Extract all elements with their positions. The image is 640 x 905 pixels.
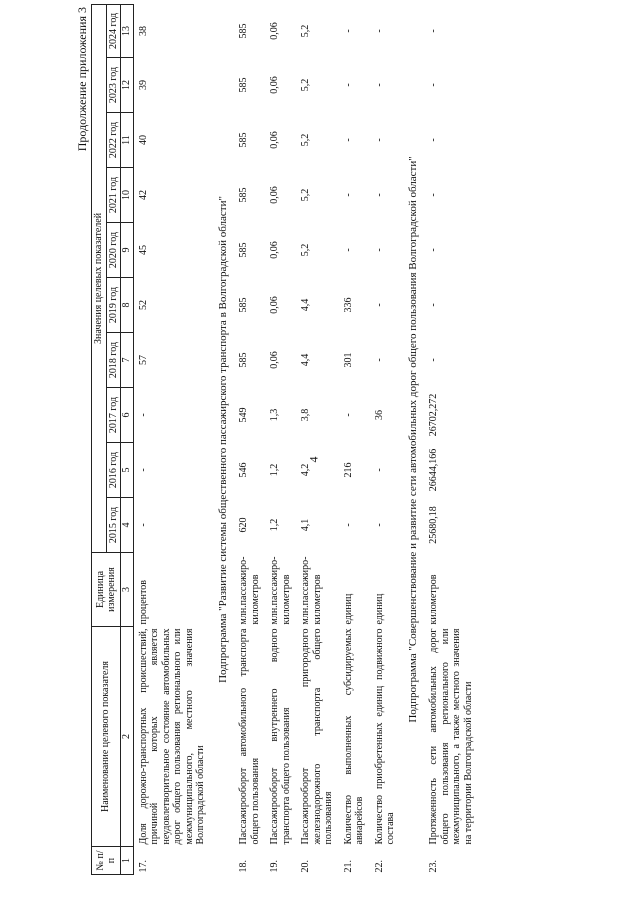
row-number: 22.	[373, 860, 385, 873]
value-cell: -	[373, 83, 385, 87]
value-cell: -	[428, 248, 440, 252]
value-cell: 585	[238, 132, 250, 148]
value-cell: 4,4	[300, 298, 312, 312]
value-cell: 1,2	[269, 518, 281, 532]
value-cell: -	[342, 413, 354, 417]
value-cell: -	[137, 468, 149, 472]
column-number: 10	[121, 168, 134, 223]
value-cell: 26644,166	[428, 448, 440, 492]
table-row	[133, 4, 211, 874]
row-number: 17.	[137, 860, 149, 873]
value-cell: -	[428, 83, 440, 87]
indicator-name: Количество приобретенных единиц подвижного состава	[373, 628, 397, 845]
header-year: 2015 год	[106, 498, 121, 553]
value-cell: -	[373, 193, 385, 197]
value-cell: 0,06	[269, 22, 281, 40]
value-cell: 3,8	[300, 408, 312, 422]
value-cell: -	[342, 523, 354, 527]
indicator-name: Пассажирооборот пригородного железнодорожного транспорта общего пользования	[300, 628, 335, 845]
rotated-document	[75, 5, 631, 885]
value-cell: 0,06	[269, 76, 281, 94]
value-cell: 0,06	[269, 351, 281, 369]
table-row	[370, 4, 401, 874]
column-number: 4	[121, 498, 134, 553]
value-cell: 26702,272	[428, 393, 440, 437]
value-cell: 5,2	[300, 243, 312, 257]
column-number: 7	[121, 333, 134, 388]
value-cell: 585	[238, 352, 250, 368]
value-cell: -	[342, 193, 354, 197]
value-cell: 336	[342, 297, 354, 313]
header-year: 2021 год	[106, 168, 121, 223]
value-cell: 4,4	[300, 353, 312, 367]
table-row	[265, 4, 296, 874]
column-number: 13	[121, 4, 134, 57]
value-cell: 0,06	[269, 241, 281, 259]
column-number: 3	[121, 553, 134, 627]
header-num: № п/п	[92, 847, 121, 875]
indicator-name: Пассажирооборот внутреннего водного транспорта общего пользования	[269, 628, 292, 845]
value-cell: 585	[238, 242, 250, 258]
value-cell: -	[342, 248, 354, 252]
value-cell: 40	[137, 135, 149, 145]
value-cell: 0,06	[269, 131, 281, 149]
column-number: 1	[121, 847, 134, 875]
value-cell: 546	[238, 462, 250, 478]
value-cell: -	[428, 138, 440, 142]
value-cell: 5,2	[300, 188, 312, 202]
header-year: 2017 год	[106, 388, 121, 443]
value-cell: -	[373, 523, 385, 527]
value-cell: -	[137, 523, 149, 527]
value-cell: -	[428, 29, 440, 33]
value-cell: -	[373, 138, 385, 142]
row-number: 19.	[269, 860, 281, 873]
header-year: 2022 год	[106, 113, 121, 168]
value-cell: -	[342, 83, 354, 87]
header-unit: Единица измерения	[92, 553, 121, 627]
value-cell: 0,06	[269, 186, 281, 204]
row-number: 20.	[300, 860, 312, 873]
value-cell: -	[373, 303, 385, 307]
row-number: 21.	[342, 860, 354, 873]
unit-cell: млн.пассажиро-километров	[238, 556, 261, 625]
header-year: 2024 год	[106, 4, 121, 57]
column-number: 11	[121, 113, 134, 168]
column-number: 6	[121, 388, 134, 443]
value-cell: 25680,18	[428, 506, 440, 544]
value-cell: -	[373, 29, 385, 33]
value-cell: 585	[238, 77, 250, 93]
value-cell: -	[428, 193, 440, 197]
table-row	[296, 4, 339, 874]
value-cell: 585	[238, 297, 250, 313]
value-cell: 57	[137, 355, 149, 365]
header-year: 2018 год	[106, 333, 121, 388]
header-year: 2020 год	[106, 223, 121, 278]
unit-cell: единиц	[342, 593, 354, 625]
value-cell: 52	[137, 300, 149, 310]
value-cell: 216	[342, 462, 354, 478]
value-cell: 5,2	[300, 133, 312, 147]
indicator-name: Количество выполненных субсидируемых авиарейсов	[342, 628, 366, 845]
table-row	[339, 4, 370, 874]
header-values: Значения целевых показателей	[92, 4, 107, 552]
row-number: 23.	[428, 860, 440, 873]
unit-cell: млн.пассажиро-километров	[269, 556, 292, 625]
value-cell: 36	[373, 410, 385, 420]
value-cell: 549	[238, 407, 250, 423]
value-cell: 42	[137, 190, 149, 200]
value-cell: 4,2	[300, 463, 312, 477]
header-year: 2016 год	[106, 443, 121, 498]
value-cell: 620	[238, 517, 250, 533]
indicator-name: Протяженность сети автомобильных дорог общего пользования регионального или межмуниципального, а также местного значения на территории Волгоградской области	[428, 628, 474, 845]
value-cell: -	[342, 29, 354, 33]
column-number: 8	[121, 278, 134, 333]
value-cell: -	[373, 468, 385, 472]
value-cell: 5,2	[300, 24, 312, 38]
value-cell: 45	[137, 245, 149, 255]
value-cell: -	[428, 358, 440, 362]
value-cell: 585	[238, 23, 250, 39]
subprogram-title: Подпрограмма "Совершенствование и развитие сети автомобильных дорог общего пользования Волгоградской области"	[406, 156, 419, 723]
subprogram-title: Подпрограмма "Развитие системы общественного пассажирского транспорта в Волгоградской области"	[216, 196, 229, 683]
column-number: 12	[121, 58, 134, 113]
value-cell: 5,2	[300, 78, 312, 92]
header-name: Наименование целевого показателя	[92, 627, 121, 847]
indicator-name: Пассажирооборот автомобильного транспорта общего пользования	[238, 628, 261, 845]
column-number: 9	[121, 223, 134, 278]
unit-cell: процентов	[137, 580, 149, 625]
unit-cell: единиц	[373, 593, 385, 625]
value-cell: -	[373, 358, 385, 362]
unit-cell: километров	[428, 574, 440, 625]
page-number: 4	[306, 456, 321, 463]
column-number: 2	[121, 627, 134, 847]
value-cell: 4,1	[300, 518, 312, 532]
header-year: 2023 год	[106, 58, 121, 113]
table-row	[424, 4, 478, 874]
value-cell: 301	[342, 352, 354, 368]
header-year: 2019 год	[106, 278, 121, 333]
value-cell: 1,2	[269, 463, 281, 477]
indicators-table	[91, 4, 478, 875]
value-cell: 0,06	[269, 296, 281, 314]
value-cell: 1,3	[269, 408, 281, 422]
table-row	[234, 4, 265, 874]
value-cell: -	[428, 303, 440, 307]
value-cell: -	[342, 138, 354, 142]
row-number: 18.	[238, 860, 250, 873]
value-cell: 585	[238, 187, 250, 203]
value-cell: 39	[137, 80, 149, 90]
column-number: 5	[121, 443, 134, 498]
unit-cell: млн.пассажиро-километров	[300, 556, 323, 625]
value-cell: -	[137, 413, 149, 417]
continuation-title: Продолжение приложения 3	[75, 7, 89, 152]
value-cell: 38	[137, 25, 149, 36]
indicator-name: Доля дорожно-транспортных происшествий, причиной которых является неудовлетворительное состояние автомобильных дорог общего пользования регионального или межмуниципального, местного значения Волгоградской области	[137, 628, 206, 845]
value-cell: -	[373, 248, 385, 252]
